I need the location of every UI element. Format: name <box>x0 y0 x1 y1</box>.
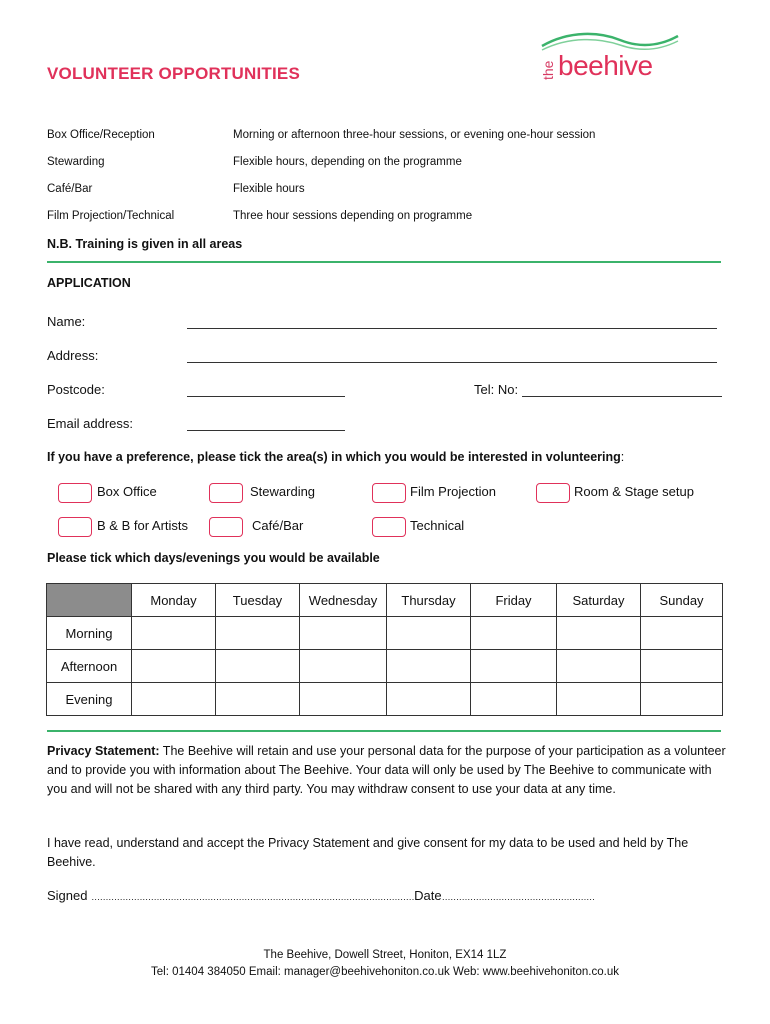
day-header: Friday <box>471 584 557 617</box>
availability-cell[interactable] <box>471 650 557 683</box>
role-label: Box Office/Reception <box>47 129 155 141</box>
availability-cell[interactable] <box>132 650 216 683</box>
beehive-logo <box>540 28 680 84</box>
availability-cell[interactable] <box>300 650 387 683</box>
option-label: B & B for Artists <box>97 518 189 533</box>
availability-cell[interactable] <box>471 683 557 716</box>
table-row <box>47 650 723 683</box>
application-heading: APPLICATION <box>47 276 131 290</box>
preference-prompt <box>47 450 624 464</box>
address-field[interactable] <box>187 361 717 363</box>
availability-cell[interactable] <box>132 683 216 716</box>
table-corner <box>47 584 132 617</box>
training-note: N.B. Training is given in all areas <box>47 237 243 251</box>
day-header: Tuesday <box>216 584 300 617</box>
role-label: Stewarding <box>47 156 105 168</box>
logo-the: the <box>540 60 556 80</box>
day-header: Sunday <box>641 584 723 617</box>
checkbox-cafe-bar[interactable] <box>209 517 243 537</box>
day-header: Monday <box>132 584 216 617</box>
section-divider <box>47 261 721 263</box>
role-desc: Morning or afternoon three-hour sessions, or evening one-hour session <box>233 129 596 141</box>
role-desc: Flexible hours, depending on the programme <box>233 156 462 168</box>
table-row <box>47 617 723 650</box>
period-label: Afternoon <box>47 650 132 683</box>
option-label: Room & Stage setup <box>574 484 694 499</box>
checkbox-technical[interactable] <box>372 517 406 537</box>
postcode-label: Postcode: <box>47 382 105 397</box>
privacy-statement <box>47 742 727 799</box>
period-label: Morning <box>47 617 132 650</box>
consent-text: I have read, understand and accept the Privacy Statement and give consent for my data to be used and held by The Beehive. <box>47 836 689 869</box>
role-desc: Flexible hours <box>233 183 305 195</box>
availability-cell[interactable] <box>387 650 471 683</box>
address-label: Address: <box>47 348 99 363</box>
availability-cell[interactable] <box>387 683 471 716</box>
checkbox-bb-artists[interactable] <box>58 517 92 537</box>
role-label: Film Projection/Technical <box>47 210 175 222</box>
tel-field[interactable] <box>522 395 722 397</box>
availability-cell[interactable] <box>387 617 471 650</box>
day-header: Wednesday <box>300 584 387 617</box>
privacy-text: The Beehive will retain and use your personal data for the purpose of your participation as a volunteer and to provide you with information about The Beehive. Your data will only be used by The Beehive to communicate with you and will not be shared with any third party. You may withdraw consent to use your data at any time. <box>47 744 726 796</box>
section-divider <box>47 730 721 732</box>
table-row <box>47 683 723 716</box>
postcode-field[interactable] <box>187 395 345 397</box>
checkbox-box-office[interactable] <box>58 483 92 503</box>
signed-field[interactable]: …………………………………………………………………………………………………… <box>91 892 415 902</box>
option-label: Café/Bar <box>252 518 304 533</box>
availability-cell[interactable] <box>216 650 300 683</box>
day-header: Thursday <box>387 584 471 617</box>
availability-cell[interactable] <box>557 683 641 716</box>
availability-cell[interactable] <box>132 617 216 650</box>
checkbox-film-projection[interactable] <box>372 483 406 503</box>
privacy-heading: Privacy Statement: <box>47 744 160 758</box>
role-label: Café/Bar <box>47 183 93 195</box>
footer-address: The Beehive, Dowell Street, Honiton, EX14 1LZ <box>263 949 507 961</box>
availability-cell[interactable] <box>641 683 723 716</box>
date-field[interactable]: ……………………………………………… <box>441 892 595 902</box>
availability-cell[interactable] <box>557 650 641 683</box>
availability-cell[interactable] <box>216 683 300 716</box>
availability-table <box>46 583 723 716</box>
signature-line <box>47 888 595 903</box>
availability-cell[interactable] <box>216 617 300 650</box>
availability-cell[interactable] <box>557 617 641 650</box>
option-label: Stewarding <box>250 484 316 499</box>
role-desc: Three hour sessions depending on programme <box>233 210 473 222</box>
day-header: Saturday <box>557 584 641 617</box>
availability-cell[interactable] <box>641 650 723 683</box>
availability-prompt: Please tick which days/evenings you would be available <box>47 551 380 565</box>
tel-label: Tel: No: <box>474 382 519 397</box>
name-label: Name: <box>47 314 86 329</box>
checkbox-stewarding[interactable] <box>209 483 243 503</box>
page-title: VOLUNTEER OPPORTUNITIES <box>47 64 301 83</box>
option-label: Box Office <box>97 484 157 499</box>
checkbox-room-stage[interactable] <box>536 483 570 503</box>
preference-prompt-text: If you have a preference, please tick the area(s) in which you would be interested in volunteering <box>47 450 621 464</box>
availability-cell[interactable] <box>300 617 387 650</box>
date-label: Date <box>414 888 442 903</box>
name-field[interactable] <box>187 327 717 329</box>
email-label: Email address: <box>47 416 133 431</box>
preference-prompt-end: : <box>620 450 625 464</box>
footer-contact: Tel: 01404 384050 Email: manager@beehivehoniton.co.uk Web: www.beehivehoniton.co.uk <box>151 966 619 978</box>
option-label: Technical <box>410 518 465 533</box>
logo-word: beehive <box>558 50 653 81</box>
availability-cell[interactable] <box>300 683 387 716</box>
signed-label: Signed <box>47 888 88 903</box>
availability-cell[interactable] <box>471 617 557 650</box>
period-label: Evening <box>47 683 132 716</box>
option-label: Film Projection <box>410 484 496 499</box>
availability-cell[interactable] <box>641 617 723 650</box>
email-field[interactable] <box>187 429 345 431</box>
